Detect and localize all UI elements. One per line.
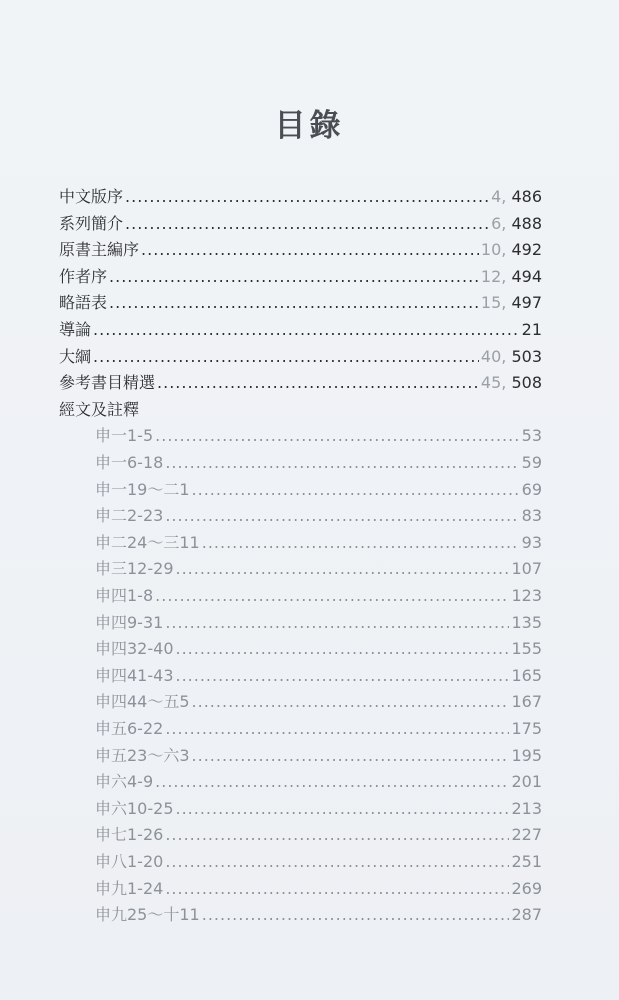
- toc-sub-entry: [95, 743, 542, 769]
- toc-sub-entry: [95, 503, 542, 529]
- toc-sub-entry-label: 申六10-25: [95, 798, 174, 818]
- toc-sub-entry-label: 申六4-9: [95, 772, 154, 792]
- leader-dots: [165, 719, 509, 738]
- toc-sub-entry: [95, 477, 542, 503]
- toc-entry-page-number: 486: [511, 187, 542, 206]
- toc-sub-entry-label: 申九25～十11: [95, 905, 200, 925]
- toc-sub-entry-page: 135: [511, 612, 542, 632]
- toc-entry: [59, 317, 542, 343]
- toc-sub-entry-page: 165: [511, 665, 542, 685]
- toc-entry-page: [491, 187, 542, 206]
- toc-sub-entry-page: 227: [511, 825, 542, 845]
- toc-entry-page-faded: 4,: [491, 187, 507, 206]
- leader-dots: [165, 879, 509, 898]
- toc-sub-entry-page: 53: [521, 426, 542, 446]
- leader-dots: [93, 347, 479, 366]
- toc-entry-page-faded: 10,: [480, 240, 507, 260]
- leader-dots: [165, 613, 509, 632]
- leader-dots: [176, 666, 510, 685]
- toc-section-header: [59, 397, 542, 423]
- toc-entry-label: 系列簡介: [59, 213, 124, 233]
- toc-entry: [59, 344, 542, 370]
- toc-entry-label: 導論: [59, 320, 92, 339]
- toc-sub-entry-page: 69: [521, 479, 542, 499]
- leader-dots: [155, 586, 509, 605]
- toc-sub-entry: [95, 610, 542, 636]
- leader-dots: [165, 506, 519, 525]
- toc-sub-entry-label: 申四44～五5: [95, 692, 190, 712]
- page-title: 目錄: [274, 108, 345, 144]
- toc-entry-label: 中文版序: [59, 187, 124, 206]
- leader-dots: [202, 905, 510, 924]
- toc-sub-entry-page: 83: [521, 506, 542, 526]
- toc-sub-entry-page: 107: [511, 559, 542, 579]
- leader-dots: [165, 453, 519, 472]
- toc-sub-entry: [95, 822, 542, 848]
- toc-sub-entry-page: 201: [511, 772, 542, 792]
- toc-entry-page-number: 492: [511, 240, 542, 260]
- toc-sub-entry-label: 申一19～二1: [95, 479, 190, 499]
- toc-entry-page-number: 494: [511, 266, 542, 286]
- toc-entry: [59, 184, 542, 210]
- toc-sub-entry-label: 申二2-23: [95, 506, 164, 526]
- leader-dots: [176, 639, 510, 658]
- leader-dots: [176, 799, 510, 818]
- leader-dots: [165, 825, 509, 844]
- leader-dots: [202, 533, 520, 552]
- toc-sub-entry: [95, 583, 542, 609]
- leader-dots: [192, 480, 520, 499]
- toc-sub-entry-page: 167: [511, 692, 542, 712]
- toc-section-label: 經文及註釋: [59, 399, 140, 419]
- toc-entry-page: [522, 320, 542, 339]
- toc-entry-page-number: 497: [511, 293, 542, 313]
- toc-sub-entry-page: 59: [521, 453, 542, 472]
- toc-sub-entry-label: 申八1-20: [95, 852, 164, 871]
- toc-sub-entry: [95, 876, 542, 902]
- toc-sub-entry-label: 申一1-5: [95, 426, 154, 446]
- toc-entry-label: 作者序: [59, 266, 108, 286]
- toc-sub-entry-label: 申四32-40: [95, 639, 174, 659]
- toc-entry-page-number: 503: [511, 346, 542, 366]
- toc-sub-entry-label: 申三12-29: [95, 559, 174, 579]
- toc-sub-entry: [95, 663, 542, 689]
- toc-sub-entry-label: 申九1-24: [95, 878, 164, 898]
- toc-entry-page: [481, 347, 542, 366]
- toc-entry-page: [481, 240, 542, 259]
- toc-entry-page: [481, 267, 542, 286]
- toc-entry-page-faded: 45,: [480, 373, 507, 393]
- toc-sub-entry-label: 申五6-22: [95, 719, 164, 738]
- toc-sub-entry-page: 123: [511, 586, 542, 605]
- toc-entry-page-number: 488: [511, 213, 542, 233]
- toc-sub-entry-label: 申二24～三11: [95, 532, 200, 552]
- toc-entry-page-faded: 12,: [480, 266, 507, 286]
- toc-entry-page: [481, 293, 542, 312]
- toc-entry: [59, 211, 542, 237]
- toc-sub-entry-label: 申四1-8: [95, 586, 154, 605]
- toc-entry: [59, 370, 542, 396]
- toc-sub-entry: [95, 450, 542, 476]
- toc-sub-entry-label: 申一6-18: [95, 453, 164, 472]
- toc-entry-page-number: 21: [521, 320, 542, 339]
- toc-sub-entry: [95, 556, 542, 582]
- toc-sub-entry: [95, 423, 542, 449]
- toc-sub-entry: [95, 849, 542, 875]
- leader-dots: [155, 426, 520, 445]
- toc-sub-entry: [95, 769, 542, 795]
- leader-dots: [165, 852, 509, 871]
- leader-dots: [125, 187, 489, 206]
- toc-sub-entry-page: 269: [511, 878, 542, 898]
- toc-sub-entry-page: 287: [511, 905, 542, 925]
- toc-sub-entry-label: 申七1-26: [95, 825, 164, 845]
- toc-sub-entry: [95, 530, 542, 556]
- toc-sub-entry-label: 申五23～六3: [95, 745, 190, 765]
- leader-dots: [141, 240, 479, 259]
- toc-sub-entry: [95, 716, 542, 742]
- toc-sub-entry-label: 申四9-31: [95, 612, 164, 632]
- toc-sub-entry: [95, 796, 542, 822]
- toc-sub-entry-page: 175: [511, 719, 542, 738]
- toc-sub-entry-page: 195: [511, 745, 542, 765]
- toc-entry-page-faded: 6,: [491, 213, 507, 233]
- leader-dots: [176, 559, 510, 578]
- leader-dots: [192, 746, 510, 765]
- toc-entry-label: 略語表: [59, 293, 108, 313]
- toc-sub-entry: [95, 902, 542, 928]
- toc-sub-entry: [95, 636, 542, 662]
- leader-dots: [157, 373, 479, 392]
- toc-entry-label: 參考書目精選: [59, 373, 156, 393]
- toc-entry-page-number: 508: [511, 373, 542, 393]
- leader-dots: [93, 320, 520, 339]
- toc-sub-entry-page: 93: [521, 532, 542, 552]
- toc-sub-entry: [95, 689, 542, 715]
- leader-dots: [125, 214, 489, 233]
- toc-entry-page-faded: 15,: [480, 293, 507, 313]
- toc-entry-label: 原書主編序: [59, 240, 140, 260]
- leader-dots: [109, 267, 479, 286]
- leader-dots: [192, 692, 510, 711]
- toc-sub-entry-label: 申四41-43: [95, 665, 174, 685]
- toc-entry-page-faded: 40,: [480, 346, 507, 366]
- toc-entry-label: 大綱: [59, 346, 92, 366]
- leader-dots: [109, 293, 479, 312]
- toc-sub-entry-page: 155: [511, 639, 542, 659]
- toc-entry: [59, 237, 542, 263]
- toc-entry: [59, 290, 542, 316]
- toc-sub-entry-page: 213: [511, 798, 542, 818]
- toc-entry-page: [481, 373, 542, 392]
- toc-entry: [59, 264, 542, 290]
- leader-dots: [155, 772, 509, 791]
- toc-sub-entry-page: 251: [511, 852, 542, 871]
- toc-entry-page: [491, 214, 542, 233]
